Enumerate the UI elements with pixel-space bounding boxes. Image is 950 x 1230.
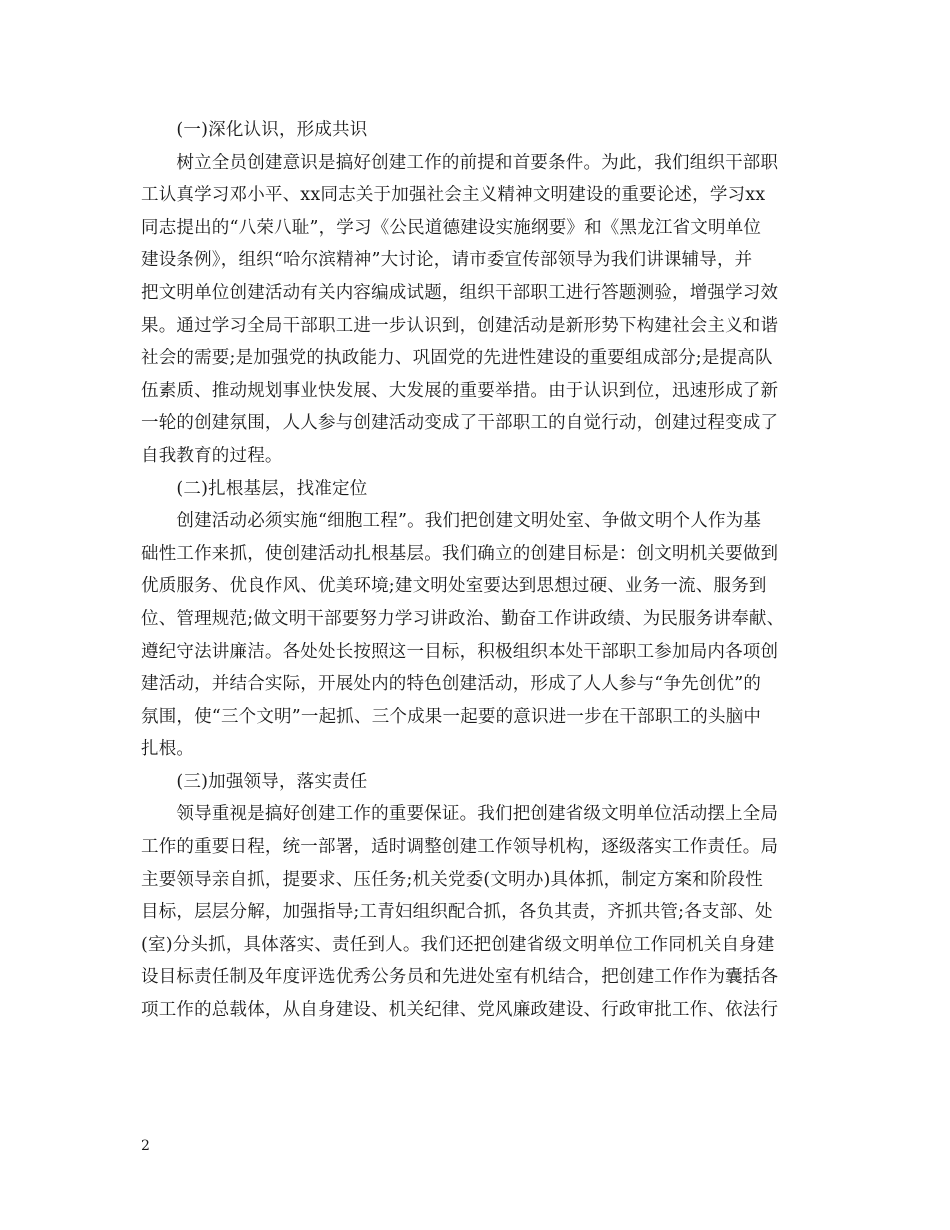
section-heading-2: (二)扎根基层，找准定位 bbox=[141, 478, 368, 499]
paragraph-line: 自我教育的过程。 bbox=[141, 445, 283, 466]
paragraph-line: 伍素质、推动规划事业快发展、大发展的重要举措。由于认识到位，迅速形成了新 bbox=[141, 380, 779, 401]
paragraph-line: 优质服务、优良作风、优美环境;建文明处室要达到思想过硬、业务一流、服务到 bbox=[141, 576, 767, 597]
paragraph-line: 遵纪守法讲廉洁。各处处长按照这一目标，积极组织本处干部职工参加局内各项创 bbox=[141, 641, 779, 662]
section-heading-1: (一)深化认识，形成共识 bbox=[141, 120, 368, 140]
paragraph-line: (室)分头抓，具体落实、责任到人。我们还把创建省级文明单位工作同机关自身建 bbox=[141, 934, 775, 955]
paragraph-line: 主要领导亲自抓，提要求、压任务;机关党委(文明办)具体抓，制定方案和阶段性 bbox=[141, 869, 763, 890]
paragraph-line: 社会的需要;是加强党的执政能力、巩固党的先进性建设的重要组成部分;是提高队 bbox=[141, 348, 773, 369]
paragraph-line: 工作的重要日程，统一部署，适时调整创建工作领导机构，逐级落实工作责任。局 bbox=[141, 837, 779, 858]
paragraph-line: 工认真学习邓小平、xx同志关于加强社会主义精神文明建设的重要论述，学习xx bbox=[141, 185, 766, 206]
paragraph-line: 把文明单位创建活动有关内容编成试题，组织干部职工进行答题测验，增强学习效 bbox=[141, 282, 779, 303]
paragraph-line: 目标，层层分解，加强指导;工青妇组织配合抓，各负其责，齐抓共管;各支部、处 bbox=[141, 902, 773, 923]
section-heading-3: (三)加强领导，落实责任 bbox=[141, 771, 368, 792]
paragraph-line: 位、管理规范;做文明干部要努力学习讲政治、勤奋工作讲政绩、为民服务讲奉献、 bbox=[141, 608, 785, 629]
paragraph-line: 建设条例》，组织“哈尔滨精神”大讨论，请市委宣传部领导为我们讲课辅导，并 bbox=[141, 250, 753, 271]
paragraph-line: 树立全员创建意识是搞好创建工作的前提和首要条件。为此，我们组织干部职 bbox=[141, 152, 779, 173]
paragraph-line: 项工作的总载体，从自身建设、机关纪律、党风廉政建设、行政审批工作、依法行 bbox=[141, 1000, 779, 1021]
paragraph-line: 领导重视是搞好创建工作的重要保证。我们把创建省级文明单位活动摆上全局 bbox=[141, 804, 779, 825]
body-text bbox=[141, 114, 813, 1027]
paragraph-line: 同志提出的“八荣八耻”，学习《公民道德建设实施纲要》和《黑龙江省文明单位 bbox=[141, 217, 762, 238]
page-number: 2 bbox=[141, 1138, 150, 1154]
paragraph-line: 设目标责任制及年度评选优秀公务员和先进处室有机结合，把创建工作作为囊括各 bbox=[141, 967, 779, 988]
paragraph-line: 建活动，并结合实际，开展处内的特色创建活动，形成了人人参与“争先创优”的 bbox=[141, 674, 762, 695]
paragraph-line: 础性工作来抓，使创建活动扎根基层。我们确立的创建目标是：创文明机关要做到 bbox=[141, 543, 779, 564]
paragraph-line: 一轮的创建氛围，人人参与创建活动变成了干部职工的自觉行动，创建过程变成了 bbox=[141, 413, 779, 434]
paragraph-line: 果。通过学习全局干部职工进一步认识到，创建活动是新形势下构建社会主义和谐 bbox=[141, 315, 779, 336]
paragraph-line: 扎根。 bbox=[141, 739, 195, 760]
paragraph-line: 氛围，使“三个文明”一起抓、三个成果一起要的意识进一步在干部职工的头脑中 bbox=[141, 706, 762, 727]
paragraph-line: 创建活动必须实施“细胞工程”。我们把创建文明处室、争做文明个人作为基 bbox=[141, 511, 762, 532]
